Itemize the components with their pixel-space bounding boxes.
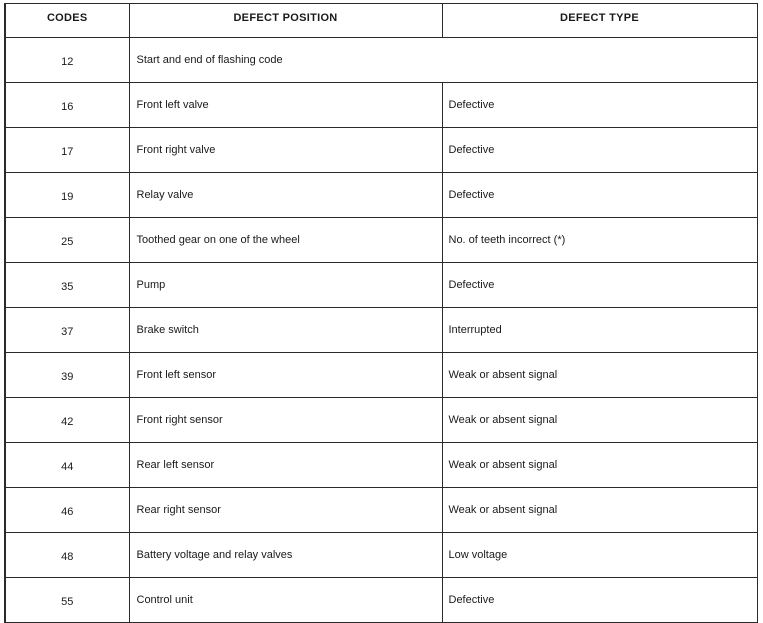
position-cell: Front left valve: [129, 83, 442, 128]
code-cell: 44: [5, 443, 129, 488]
code-cell: 37: [5, 308, 129, 353]
type-cell: Defective: [442, 263, 757, 308]
header-defect-position: DEFECT POSITION: [129, 4, 442, 38]
code-cell: 48: [5, 533, 129, 578]
position-cell: Rear right sensor: [129, 488, 442, 533]
position-cell: Battery voltage and relay valves: [129, 533, 442, 578]
table-row: [5, 38, 757, 83]
type-cell: Defective: [442, 128, 757, 173]
table-row: [5, 578, 757, 623]
code-cell: 12: [5, 38, 129, 83]
table-row: [5, 218, 757, 263]
table-row: [5, 173, 757, 218]
table-row: [5, 533, 757, 578]
code-cell: 35: [5, 263, 129, 308]
table-row: [5, 443, 757, 488]
position-cell: Relay valve: [129, 173, 442, 218]
code-cell: 25: [5, 218, 129, 263]
table-body: [5, 38, 757, 623]
position-cell: Front left sensor: [129, 353, 442, 398]
code-cell: 16: [5, 83, 129, 128]
code-cell: 42: [5, 398, 129, 443]
position-cell: Brake switch: [129, 308, 442, 353]
type-cell: Defective: [442, 173, 757, 218]
position-cell: Start and end of flashing code: [129, 38, 757, 83]
position-cell: Front right valve: [129, 128, 442, 173]
table-row: [5, 353, 757, 398]
code-cell: 17: [5, 128, 129, 173]
table-row: [5, 488, 757, 533]
table-header: [5, 4, 757, 38]
defect-codes-table-wrapper: [4, 3, 756, 608]
code-cell: 55: [5, 578, 129, 623]
type-cell: Weak or absent signal: [442, 488, 757, 533]
type-cell: Defective: [442, 578, 757, 623]
type-cell: Weak or absent signal: [442, 398, 757, 443]
position-cell: Front right sensor: [129, 398, 442, 443]
type-cell: Weak or absent signal: [442, 443, 757, 488]
table-row: [5, 398, 757, 443]
type-cell: Low voltage: [442, 533, 757, 578]
table-row: [5, 128, 757, 173]
code-cell: 19: [5, 173, 129, 218]
position-cell: Control unit: [129, 578, 442, 623]
table-row: [5, 83, 757, 128]
table-row: [5, 263, 757, 308]
code-cell: 39: [5, 353, 129, 398]
position-cell: Toothed gear on one of the wheel: [129, 218, 442, 263]
type-cell: Weak or absent signal: [442, 353, 757, 398]
header-codes: CODES: [5, 4, 129, 38]
type-cell: Defective: [442, 83, 757, 128]
defect-codes-table: [4, 3, 758, 623]
type-cell: No. of teeth incorrect (*): [442, 218, 757, 263]
type-cell: Interrupted: [442, 308, 757, 353]
position-cell: Rear left sensor: [129, 443, 442, 488]
code-cell: 46: [5, 488, 129, 533]
position-cell: Pump: [129, 263, 442, 308]
header-row: [5, 4, 757, 38]
header-defect-type: DEFECT TYPE: [442, 4, 757, 38]
table-row: [5, 308, 757, 353]
